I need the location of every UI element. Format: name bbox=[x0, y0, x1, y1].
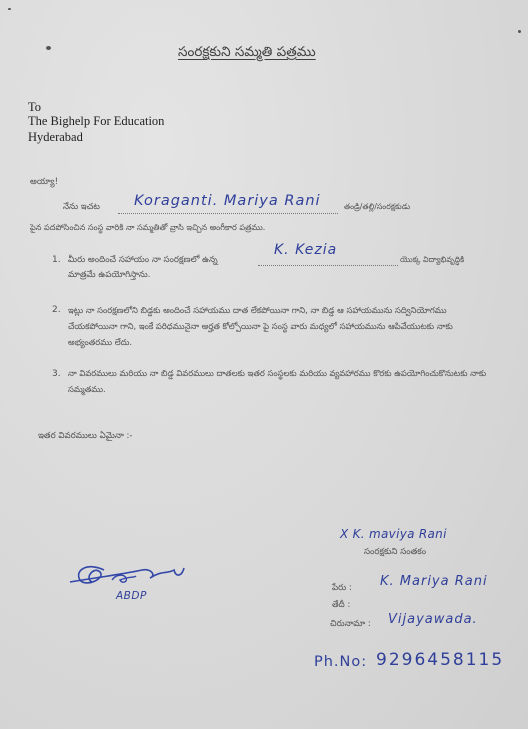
phone-value: 9296458115 bbox=[376, 650, 505, 670]
left-signature-caption: ABDP bbox=[116, 590, 147, 602]
child-name-dotted-line bbox=[258, 265, 398, 266]
item-2-number: 2. bbox=[52, 305, 61, 315]
item-1-number: 1. bbox=[52, 255, 61, 265]
item-3-text: నా వివరములు మరియు నా బిడ్డ వివరములు దాతలకు ఇతర సంస్థలకు మరియు వ్యవహారము కొరకు ఉపయోగించుకొనుటకు నాకు సమ్మతము. bbox=[68, 368, 487, 394]
recipient-organization: The Bighelp For Education bbox=[28, 114, 165, 128]
guardian-name-handwritten: Koraganti. Mariya Rani bbox=[134, 193, 321, 209]
guardian-signature: X K. maviya Rani bbox=[340, 527, 447, 541]
field-address-label: చిరునామా : bbox=[330, 619, 371, 629]
scan-speck bbox=[8, 8, 11, 10]
scan-speck bbox=[46, 46, 51, 50]
declaration-suffix: తండ్రి/తల్లి/సంరక్షకుడు bbox=[344, 202, 411, 211]
salutation: అయ్యా! bbox=[30, 177, 59, 187]
guardian-name-dotted-line bbox=[118, 213, 338, 214]
declaration-line-2: పైన పదపోసించిన సంస్థ వారికి నా సమ్మతితో వ్రాసి ఇచ్చిన అంగీకార పత్రము. bbox=[30, 222, 266, 232]
field-date-label: తేదీ : bbox=[332, 600, 351, 610]
field-name-value: K. Mariya Rani bbox=[380, 574, 488, 589]
document-title: సంరక్షకుని సమ్మతి పత్రము bbox=[178, 44, 316, 60]
field-name-label: పేరు : bbox=[332, 583, 352, 593]
other-details-label: ఇతర వివరములు ఏమైనా :- bbox=[38, 431, 133, 441]
item-1-text-continued: మాత్రమే ఉపయోగిస్తాను. bbox=[68, 270, 151, 280]
phone-label: Ph.No: bbox=[314, 654, 368, 670]
child-name-handwritten: K. Kezia bbox=[274, 242, 338, 258]
item-1-text-post: యొక్క విద్యాభివృద్ధికి bbox=[400, 255, 465, 264]
recipient-line-to: To bbox=[28, 100, 42, 114]
item-3-number: 3. bbox=[52, 369, 61, 379]
recipient-city: Hyderabad bbox=[28, 130, 83, 144]
item-1-text-pre: మీరు అందించే సహాయం నా సంరక్షణలో ఉన్న bbox=[68, 255, 218, 265]
item-2-text: ఇట్లు నా సంరక్షణలోని బిడ్డకు అందించే సహాయము దాత లేకపోయినా గాని, నా బిడ్డ ఆ సహాయమును సద్వినియోగము చేయకపోయినా గాని, ఇంకే పరిధమునైనా అర్హత కోల్పోయినా పై సంస్థ వారు మధ్యలో సహాయమును ఆపివేయుటకు నాకు అభ్యంతరము లేదు. bbox=[68, 305, 453, 347]
guardian-signature-label: సంరక్షకుని సంతకం bbox=[364, 547, 427, 557]
declaration-prefix: నేను ఇచట bbox=[63, 202, 100, 212]
field-address-value: Vijayawada. bbox=[388, 612, 478, 627]
scan-speck bbox=[518, 30, 521, 33]
